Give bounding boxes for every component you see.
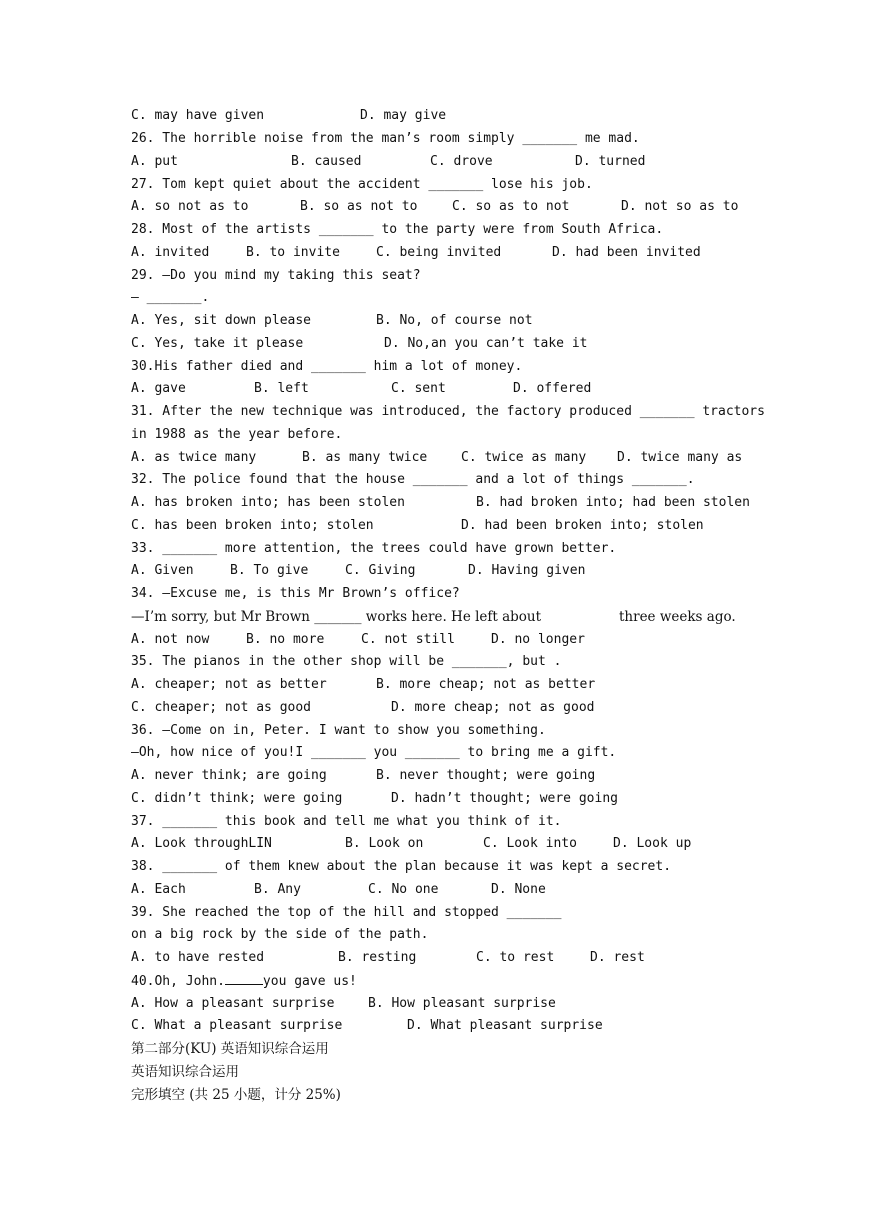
q37-option-b: B. Look on xyxy=(345,836,424,851)
q31-option-b: B. as many twice xyxy=(302,450,428,465)
question-40-start: 40.Oh, John. xyxy=(131,974,225,989)
q26-option-a: A. put xyxy=(131,154,178,169)
q26-option-c: C. drove xyxy=(430,154,493,169)
q30-option-c: C. sent xyxy=(391,381,446,396)
question-36-reply: —Oh, how nice of you!I _______ you _______ to bring me a gift. xyxy=(131,745,617,760)
answer-blank xyxy=(225,972,263,985)
question-40 xyxy=(131,972,357,991)
q37-option-c: C. Look into xyxy=(483,836,577,851)
q36-option-a: A. never think; are going xyxy=(131,768,327,783)
q35-option-b: B. more cheap; not as better xyxy=(376,677,596,692)
q33-option-d: D. Having given xyxy=(468,563,586,578)
q34-option-c: C. not still xyxy=(361,632,455,647)
question-26: 26. The horrible noise from the man’s room simply _______ me mad. xyxy=(131,131,640,146)
q34-option-d: D. no longer xyxy=(491,632,585,647)
question-34: 34. —Excuse me, is this Mr Brown’s office? xyxy=(131,586,460,601)
q28-option-d: D. had been invited xyxy=(552,245,701,260)
q36-option-b: B. never thought; were going xyxy=(376,768,596,783)
option-c-line: C. may have given xyxy=(131,108,265,123)
q31-option-d: D. twice many as xyxy=(617,450,743,465)
q38-option-a: A. Each xyxy=(131,882,186,897)
q39-option-d: D. rest xyxy=(590,950,645,965)
q32-option-c: C. has been broken into; stolen xyxy=(131,518,374,533)
q40-option-c: C. What a pleasant surprise xyxy=(131,1018,343,1033)
q27-option-c: C. so as to not xyxy=(452,199,570,214)
q35-option-a: A. cheaper; not as better xyxy=(131,677,327,692)
question-39: 39. She reached the top of the hill and stopped _______ xyxy=(131,905,562,920)
q29-option-b: B. No, of course not xyxy=(376,313,533,328)
q30-option-d: D. offered xyxy=(513,381,592,396)
q29-option-a: A. Yes, sit down please xyxy=(131,313,312,328)
q33-option-c: C. Giving xyxy=(345,563,416,578)
q36-option-d: D. hadn’t thought; were going xyxy=(391,791,618,806)
question-29-reply: — _______. xyxy=(131,290,210,305)
q38-option-b: B. Any xyxy=(254,882,301,897)
q28-option-b: B. to invite xyxy=(246,245,340,260)
question-39-cont: on a big rock by the side of the path. xyxy=(131,927,429,942)
question-27: 27. Tom kept quiet about the accident _______ lose his job. xyxy=(131,177,593,192)
q26-option-d: D. turned xyxy=(575,154,646,169)
question-31: 31. After the new technique was introduced, the factory produced _______ tractors xyxy=(131,404,765,419)
q39-option-c: C. to rest xyxy=(476,950,555,965)
question-33: 33. _______ more attention, the trees could have grown better. xyxy=(131,541,617,556)
question-35: 35. The pianos in the other shop will be _______, but . xyxy=(131,654,562,669)
q32-option-a: A. has broken into; has been stolen xyxy=(131,495,405,510)
q40-option-d: D. What pleasant surprise xyxy=(407,1018,603,1033)
q40-option-a: A. How a pleasant surprise xyxy=(131,996,335,1011)
q40-option-b: B. How pleasant surprise xyxy=(368,996,556,1011)
section-subheading: 英语知识综合运用 xyxy=(131,1064,239,1080)
q34-option-b: B. no more xyxy=(246,632,325,647)
q38-option-d: D. None xyxy=(491,882,546,897)
q27-option-a: A. so not as to xyxy=(131,199,249,214)
question-30: 30.His father died and _______ him a lot of money. xyxy=(131,359,523,374)
question-37: 37. _______ this book and tell me what you think of it. xyxy=(131,814,562,829)
q28-option-c: C. being invited xyxy=(376,245,502,260)
q28-option-a: A. invited xyxy=(131,245,210,260)
section-instruction: 完形填空 (共 25 小题，计分 25%) xyxy=(131,1087,341,1103)
question-32: 32. The police found that the house _______ and a lot of things _______. xyxy=(131,472,695,487)
q37-option-d: D. Look up xyxy=(613,836,692,851)
q32-option-d: D. had been broken into; stolen xyxy=(461,518,704,533)
question-34-reply: —I’m sorry, but Mr Brown _______ works here. He left about xyxy=(131,609,542,625)
q26-option-b: B. caused xyxy=(291,154,362,169)
question-34-reply-end: three weeks ago. xyxy=(619,609,736,625)
question-36: 36. —Come on in, Peter. I want to show you something. xyxy=(131,723,546,738)
q30-option-a: A. gave xyxy=(131,381,186,396)
q31-option-c: C. twice as many xyxy=(461,450,587,465)
q39-option-a: A. to have rested xyxy=(131,950,265,965)
q29-option-d: D. No,an you can’t take it xyxy=(384,336,588,351)
q27-option-d: D. not so as to xyxy=(621,199,739,214)
section-heading: 第二部分(KU) 英语知识综合运用 xyxy=(131,1041,329,1057)
q30-option-b: B. left xyxy=(254,381,309,396)
q36-option-c: C. didn’t think; were going xyxy=(131,791,343,806)
q27-option-b: B. so as not to xyxy=(300,199,418,214)
q29-option-c: C. Yes, take it please xyxy=(131,336,304,351)
q35-option-d: D. more cheap; not as good xyxy=(391,700,595,715)
question-31-cont: in 1988 as the year before. xyxy=(131,427,343,442)
question-38: 38. _______ of them knew about the plan because it was kept a secret. xyxy=(131,859,672,874)
q38-option-c: C. No one xyxy=(368,882,439,897)
q33-option-b: B. To give xyxy=(230,563,309,578)
question-29: 29. —Do you mind my taking this seat? xyxy=(131,268,421,283)
q35-option-c: C. cheaper; not as good xyxy=(131,700,312,715)
q32-option-b: B. had broken into; had been stolen xyxy=(476,495,750,510)
q37-option-a: A. Look throughLIN xyxy=(131,836,272,851)
q33-option-a: A. Given xyxy=(131,563,194,578)
question-28: 28. Most of the artists _______ to the party were from South Africa. xyxy=(131,222,664,237)
q39-option-b: B. resting xyxy=(338,950,417,965)
q34-option-a: A. not now xyxy=(131,632,210,647)
q31-option-a: A. as twice many xyxy=(131,450,257,465)
question-40-end: you gave us! xyxy=(262,974,357,989)
option-d-line: D. may give xyxy=(360,108,447,123)
